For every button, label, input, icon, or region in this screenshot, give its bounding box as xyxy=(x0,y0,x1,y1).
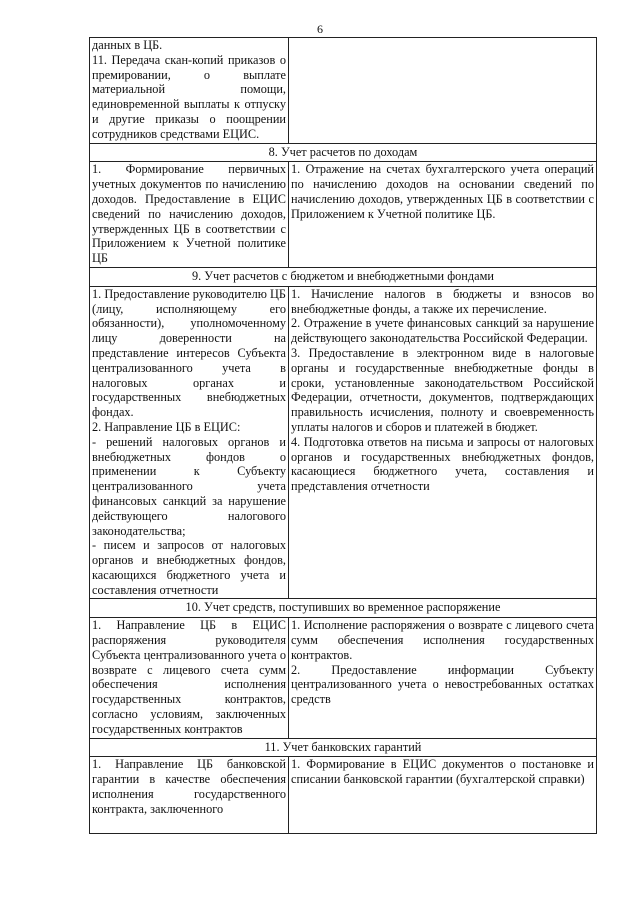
right-cell xyxy=(289,618,597,738)
cell-paragraph: 1. Направление ЦБ банковской гарантии в качестве обеспечения исполнения государственного контракта, заключенного xyxy=(92,757,286,816)
cell-paragraph: 1. Начисление налогов в бюджеты и взносов во внебюджетные фонды, а также их перечисление. xyxy=(291,286,594,316)
section-header-11 xyxy=(90,738,597,757)
cell-paragraph: 11. Передача скан-копий приказов о премировании, о выплате материальной помощи, единовременной выплаты к отпуску и другие приказы о поощрении сотрудников средствами ЕЦИС. xyxy=(92,52,286,141)
responsibility-table xyxy=(89,37,597,834)
table-row xyxy=(90,286,597,599)
cell-paragraph: данных в ЦБ. xyxy=(92,38,163,52)
left-cell xyxy=(90,286,289,599)
section-title: 9. Учет расчетов с бюджетом и внебюджетными фондами xyxy=(90,267,597,286)
left-cell xyxy=(90,618,289,738)
cell-paragraph: 1. Направление ЦБ в ЕЦИС распоряжения руководителя Субъекта централизованного учета о возврате с лицевого счета сумм обеспечения исполнения государственных контрактов, согласно условиям, заключенных государственных контрактов xyxy=(92,618,286,736)
table-row xyxy=(90,162,597,268)
cell-paragraph: 1. Отражение на счетах бухгалтерского учета операций по начислению доходов на основании сведений по начислению доходов, утвержденных ЦБ в соответствии с Приложением к Учетной политике ЦБ. xyxy=(291,162,594,221)
cell-paragraph: 2. Предоставление информации Субъекту централизованного учета о невостребованных остатках средств xyxy=(291,662,594,707)
section-title: 11. Учет банковских гарантий xyxy=(90,738,597,757)
cell-paragraph: 2. Отражение в учете финансовых санкций за нарушение действующего законодательства Российской Федерации. xyxy=(291,316,594,346)
cell-paragraph: - решений налоговых органов и внебюджетных фондов о применении к Субъекту централизованного учета финансовых санкций за нарушение действующего налогового законодательства; xyxy=(92,434,286,538)
cell-paragraph: 2. Направление ЦБ в ЕЦИС: xyxy=(92,419,241,434)
cell-paragraph: 3. Предоставление в электронном виде в налоговые органы и государственные внебюджетные фонды в сроки, установленные законодательством Российской Федерации, отчетности, документов, подтверждающих правильность исчисления, полноту и своевременность уплаты налогов и сборов и платежей в бюджет. xyxy=(291,345,594,434)
right-cell xyxy=(289,38,597,144)
section-header-8 xyxy=(90,143,597,162)
left-cell xyxy=(90,162,289,268)
cell-paragraph: 4. Подготовка ответов на письма и запросы от налоговых органов и государственных внебюджетных фондов, касающиеся бюджетного учета, составления и представления отчетности xyxy=(291,434,594,494)
cell-paragraph: 1. Формирование первичных учетных документов по начислению доходов. Предоставление в ЕЦИС сведений по начислению доходов, утвержденных ЦБ в соответствии с Приложением к Учетной политике ЦБ xyxy=(92,162,286,266)
table-row-continuation xyxy=(90,38,597,144)
section-header-9 xyxy=(90,267,597,286)
left-cell xyxy=(90,757,289,834)
cell-paragraph: 1. Исполнение распоряжения о возврате с лицевого счета сумм обеспечения исполнения государственных контрактов. xyxy=(291,618,594,662)
section-header-10 xyxy=(90,599,597,618)
cell-paragraph: 1. Формирование в ЕЦИС документов о постановке и списании банковской гарантии (бухгалтерской справки) xyxy=(291,757,594,787)
cell-paragraph: - писем и запросов от налоговых органов и внебюджетных фондов, касающихся бюджетного учета и составления отчетности xyxy=(92,538,286,597)
table-row xyxy=(90,757,597,834)
section-title: 10. Учет средств, поступивших во временное распоряжение xyxy=(90,599,597,618)
right-cell xyxy=(289,757,597,834)
page-number: 6 xyxy=(317,22,323,36)
right-cell xyxy=(289,286,597,599)
section-title: 8. Учет расчетов по доходам xyxy=(90,143,597,162)
table-row xyxy=(90,618,597,738)
cell-paragraph: 1. Предоставление руководителю ЦБ (лицу, исполняющему его обязанности), уполномоченному лицу доверенности на представление интересов Субъекта централизованного учета в налоговых органах и государственных внебюджетных фондах. xyxy=(92,286,286,420)
right-cell xyxy=(289,162,597,268)
left-cell xyxy=(90,38,289,144)
